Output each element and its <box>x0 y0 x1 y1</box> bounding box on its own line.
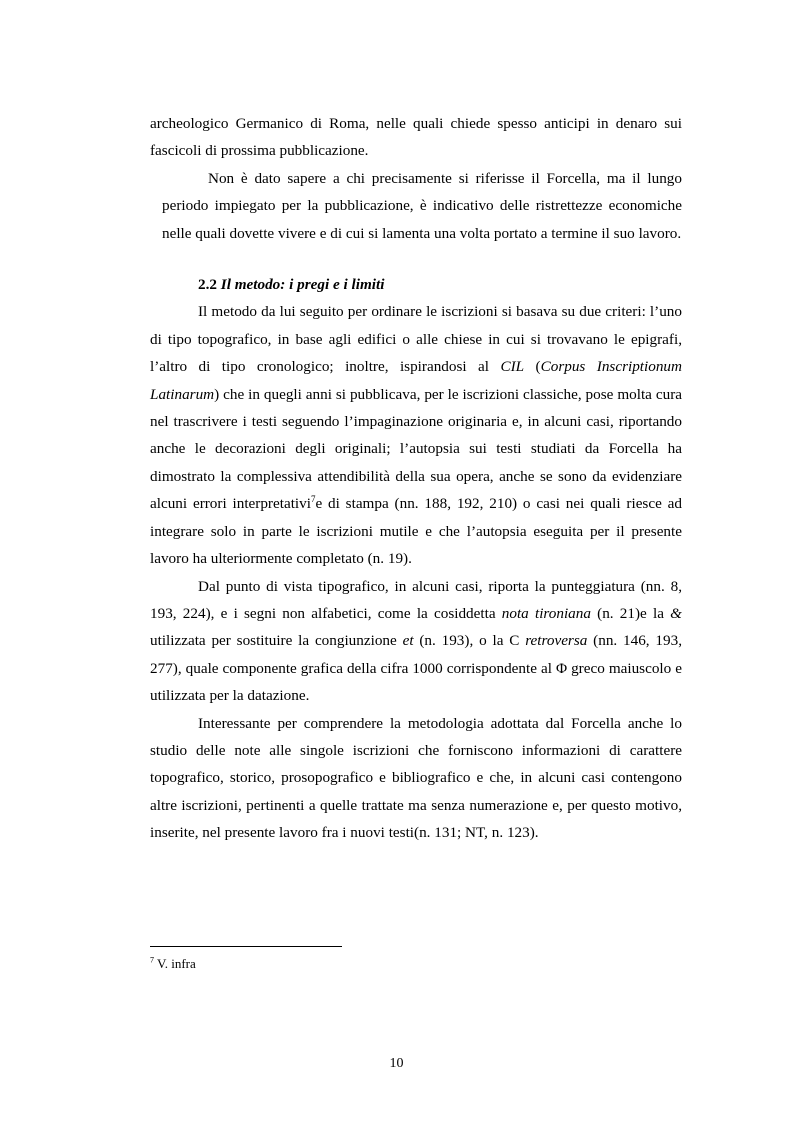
text-run: ( <box>524 358 541 376</box>
paragraph-forcella-note <box>162 165 682 247</box>
footnote-marker: 7 <box>150 955 154 965</box>
text-run: (n. 193), o la C <box>413 632 526 650</box>
ampersand-symbol: & <box>670 604 682 622</box>
nota-tironiana-term: nota tironiana <box>501 604 591 622</box>
section-heading <box>150 271 682 298</box>
cil-abbreviation: CIL <box>500 358 525 376</box>
text-run: (nn. 146, 193, 277), quale componente grafica della cifra 1000 corrispondente al Φ greco maiuscolo e utilizzata per la datazione. <box>150 632 682 705</box>
text-run: Dal punto di vista tipografico, in alcuni casi, riporta la punteggiatura (nn. 8, 193, 224), e i segni non alfabetici, come la cosiddetta <box>150 577 682 622</box>
paragraph-tipografico <box>150 573 682 710</box>
et-term: et <box>402 632 414 650</box>
paragraph-metodologia <box>150 710 682 847</box>
body-text <box>150 110 682 847</box>
footnote-divider <box>150 946 342 947</box>
footnote-text: V. infra <box>157 956 196 971</box>
paragraph-text: Non è dato sapere a chi precisamente si riferisse il Forcella, ma il lungo periodo impiegato per la pubblicazione, è indicativo delle ristrettezze economiche nelle quali dovette vivere e di cui si lamenta una volta portato a termine il suo lavoro. <box>162 169 682 242</box>
section-number: 2.2 <box>198 276 217 294</box>
paragraph-text: archeologico Germanico di Roma, nelle quali chiede spesso anticipi in denaro sui fascicoli di prossima pubblicazione. <box>150 115 682 160</box>
paragraph-archeologico <box>150 110 682 165</box>
section-title: Il metodo: i pregi e i limiti <box>220 276 385 294</box>
text-run: Il metodo da lui seguito per ordinare le iscrizioni si basava su due criteri: l’uno di tipo topografico, in base agli edifici o alle chiese in cui si trovavano le epigrafi, l’altro di tipo cronologico; inoltre, ispirandosi al <box>150 303 682 376</box>
text-run: (n. 21)e la <box>590 604 671 622</box>
footnote-reference[interactable]: 7 <box>310 494 316 505</box>
text-run: utilizzata per sostituire la congiunzione <box>150 632 403 650</box>
text-run: e di stampa (nn. 188, 192, 210) o casi nei quali riesce ad integrare solo in parte le iscrizioni mutile e che l’autopsia eseguita per il presente lavoro ha ulteriormente completato (n. 19). <box>150 495 682 568</box>
footnote <box>150 955 196 973</box>
text-run: ) che in quegli anni si pubblicava, per le iscrizioni classiche, pose molta cura nel trascrivere i testi seguendo l’impaginazione originaria e, in alcuni casi, riportando anche le decorazioni degli originali; l’autopsia sui testi studiati da Forcella ha dimostrato la complessiva attendibilità della sua opera, anche se sono da evidenziare alcuni errori interpretativi <box>150 385 682 513</box>
page-number: 10 <box>389 1056 404 1071</box>
retroversa-term: retroversa <box>525 632 588 650</box>
corpus-title: Corpus Inscriptionum Latinarum <box>150 358 682 403</box>
paragraph-text: Interessante per comprendere la metodologia adottata dal Forcella anche lo studio delle note alle singole iscrizioni che forniscono informazioni di carattere topografico, storico, prosopografico e bibliografico e che, in alcuni casi contengono altre iscrizioni, pertinenti a quelle trattate ma senza numerazione e, per questo motivo, inserite, nel presente lavoro fra i nuovi testi(n. 131; NT, n. 123). <box>150 714 682 842</box>
paragraph-metodo <box>150 298 682 572</box>
